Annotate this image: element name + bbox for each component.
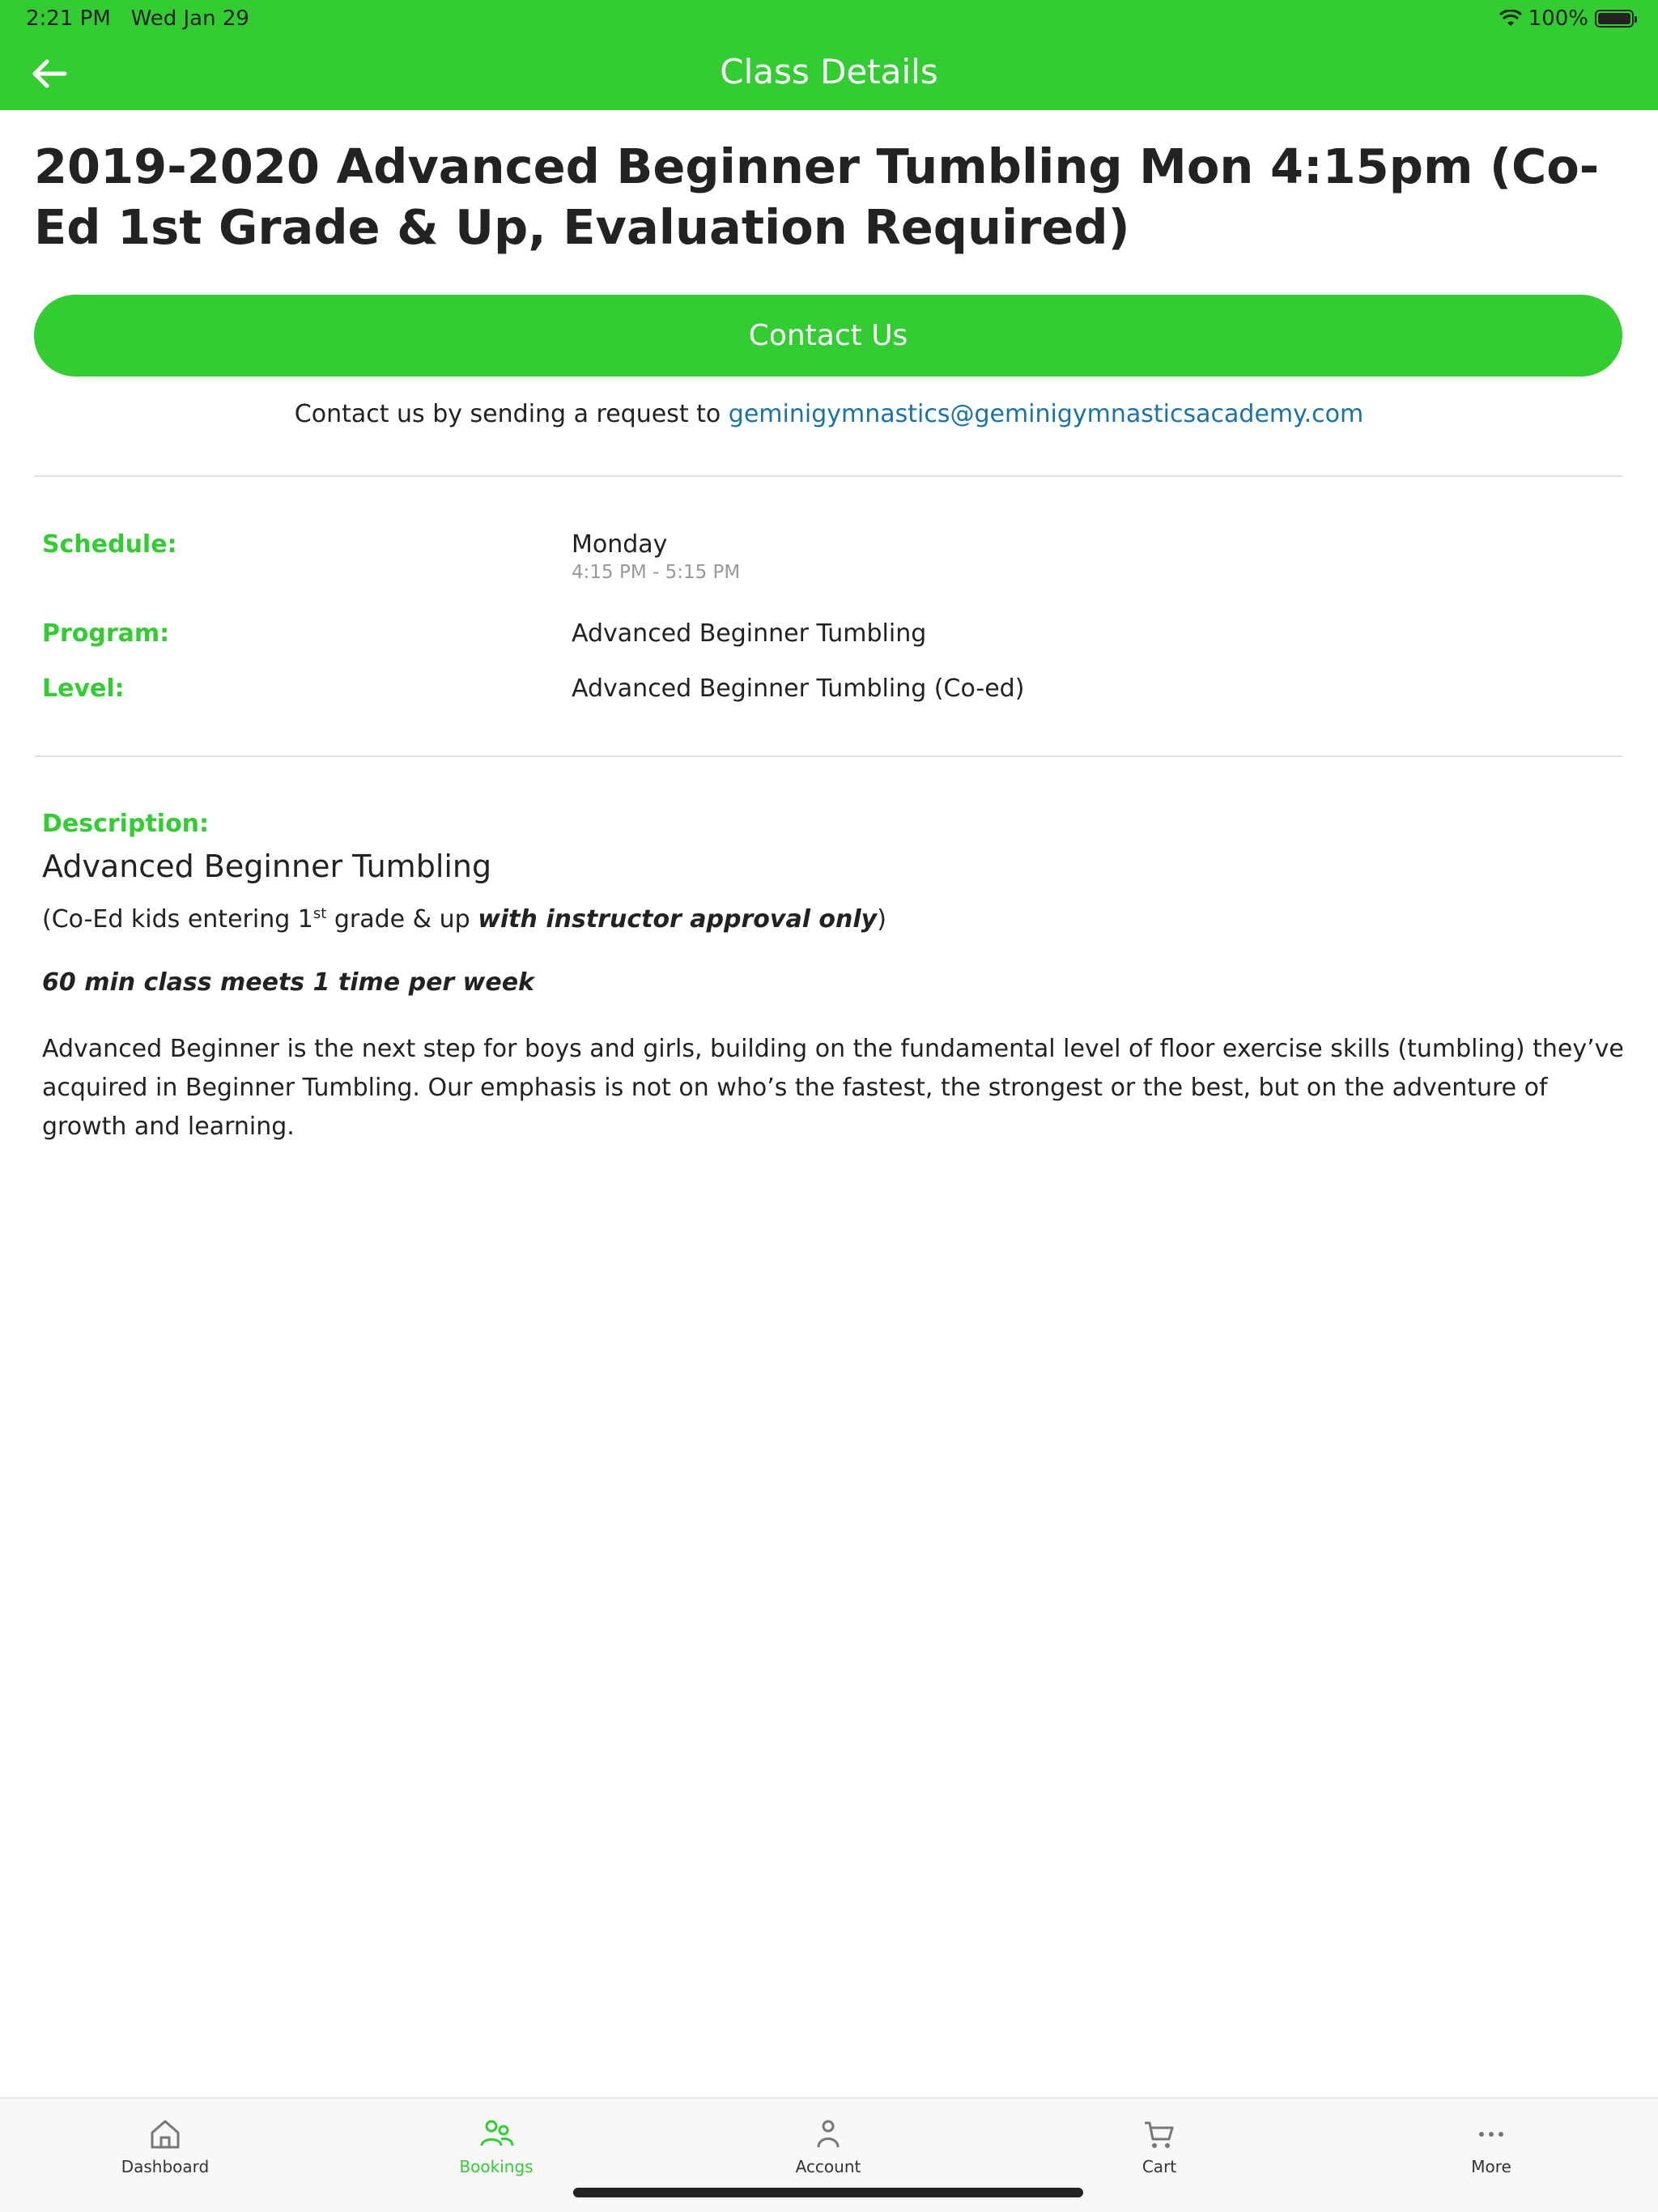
status-indicators <box>1499 6 1634 31</box>
divider <box>34 755 1622 757</box>
audience-superscript: st <box>312 905 327 922</box>
wifi-icon <box>1499 10 1522 28</box>
schedule-label: Schedule: <box>42 530 177 559</box>
people-icon <box>478 2116 514 2152</box>
contact-prompt: Contact us by sending a request to <box>294 400 721 428</box>
status-clock: 2:21 PM <box>26 6 111 31</box>
status-time <box>26 6 249 31</box>
schedule-day: Monday <box>572 530 668 559</box>
tab-dashboard[interactable] <box>84 2099 246 2188</box>
header-bar <box>0 0 1658 110</box>
contact-us-button[interactable]: Contact Us <box>34 295 1622 376</box>
program-value: Advanced Beginner Tumbling <box>572 619 927 648</box>
description-heading: Advanced Beginner Tumbling <box>42 849 492 884</box>
level-label: Level: <box>42 674 125 703</box>
audience-text: ) <box>877 905 886 934</box>
contact-email-link[interactable]: geminigymnastics@geminigymnasticsacademy.com <box>728 400 1364 428</box>
person-icon <box>810 2116 846 2152</box>
battery-icon <box>1595 10 1634 28</box>
class-title: 2019-2020 Advanced Beginner Tumbling Mon 4:15pm (Co-Ed 1st Grade & Up, Evaluation Required) <box>34 138 1600 255</box>
audience-text: (Co-Ed kids entering 1 <box>42 905 313 934</box>
battery-level <box>1598 13 1630 24</box>
audience-emphasis: with instructor approval only <box>478 905 878 934</box>
battery-percent: 100% <box>1528 6 1588 31</box>
tab-account[interactable] <box>747 2099 909 2188</box>
tab-label: Bookings <box>459 2157 534 2176</box>
tab-cart[interactable] <box>1078 2099 1240 2188</box>
status-date: Wed Jan 29 <box>130 6 249 31</box>
tab-label: Dashboard <box>121 2157 210 2176</box>
tab-label: More <box>1471 2157 1511 2176</box>
home-indicator <box>573 2188 1083 2197</box>
more-icon <box>1473 2116 1509 2152</box>
description-paragraph: Advanced Beginner is the next step for boys and girls, building on the fundamental level of floor exercise skills (tumbling) they’ve acquired in Beginner Tumbling. Our emphasis is not on who’s the fastest, the strongest or the best, but on the adventure of growth and learning. <box>42 1035 1624 1141</box>
tab-more[interactable] <box>1410 2099 1572 2188</box>
cart-icon <box>1141 2116 1177 2152</box>
tab-bookings[interactable] <box>415 2099 577 2188</box>
tab-label: Cart <box>1141 2157 1177 2176</box>
audience-text: grade & up <box>326 905 478 934</box>
contact-info <box>0 400 1658 428</box>
divider <box>34 475 1622 477</box>
schedule-time: 4:15 PM - 5:15 PM <box>572 562 741 583</box>
level-value: Advanced Beginner Tumbling (Co-ed) <box>572 674 1025 703</box>
tab-label: Account <box>795 2157 861 2176</box>
program-label: Program: <box>42 619 170 648</box>
page-header-title: Class Details <box>720 52 938 91</box>
description-label: Description: <box>42 810 210 838</box>
description-audience <box>42 905 886 934</box>
description-frequency: 60 min class meets 1 time per week <box>42 968 535 997</box>
home-icon <box>147 2116 183 2152</box>
